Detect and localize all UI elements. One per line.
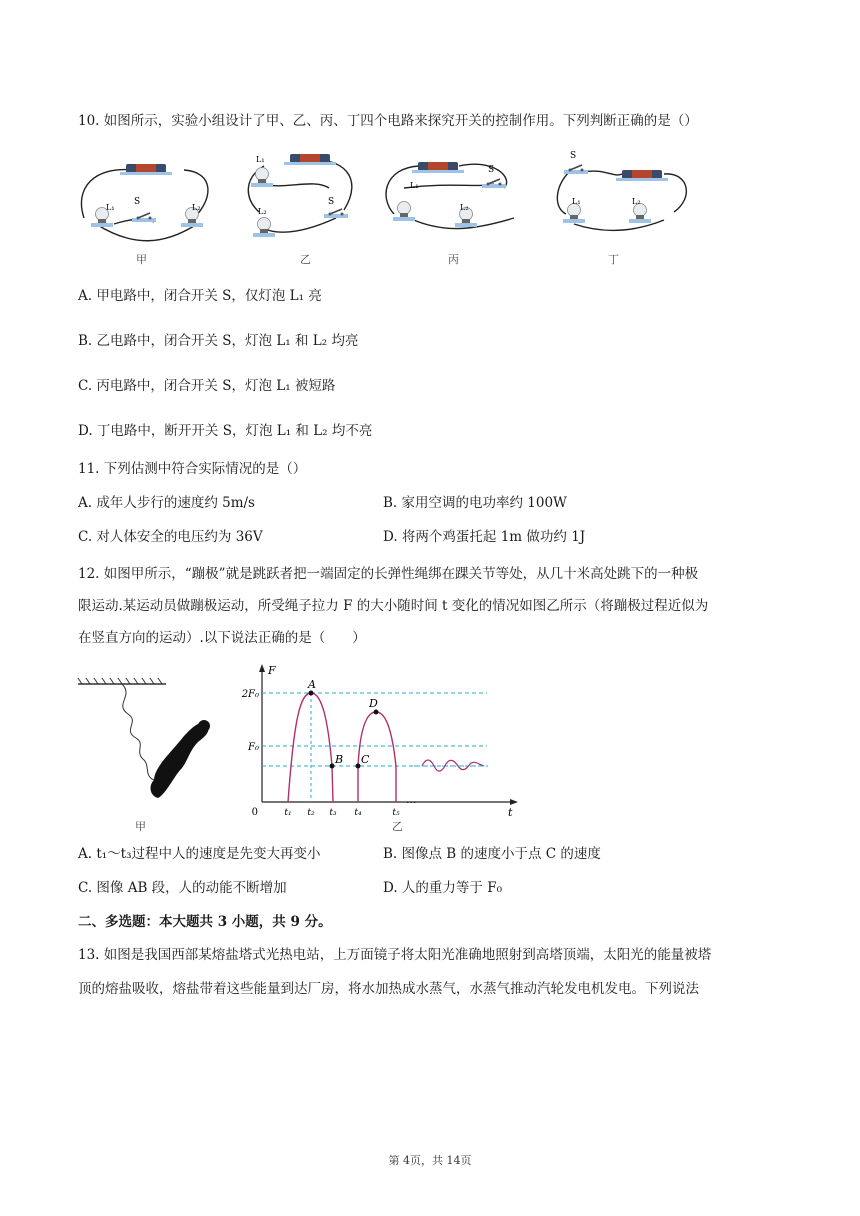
point-d-label: D — [369, 697, 378, 710]
q11-option-c: C. 对人体安全的电压约为 36V — [78, 529, 263, 545]
point-d-marker — [374, 710, 379, 715]
ding-l2-label: L₂ — [632, 197, 641, 206]
q10-option-a: A. 甲电路中，闭合开关 S，仅灯泡 L₁ 亮 — [78, 288, 322, 304]
q10-option-d: D. 丁电路中，断开开关 S，灯泡 L₁ 和 L₂ 均不亮 — [78, 423, 373, 439]
circuit-jia — [81, 164, 207, 241]
point-c-label: C — [361, 753, 370, 766]
q10-option-b: B. 乙电路中，闭合开关 S，灯泡 L₁ 和 L₂ 均亮 — [78, 333, 359, 349]
x-axis-ellipsis: ··· — [406, 796, 417, 809]
caption-bing: 丙 — [448, 253, 459, 266]
x-tick-t2: t₂ — [307, 808, 315, 818]
point-b-label: B — [335, 753, 344, 766]
origin-label: 0 — [251, 807, 258, 818]
force-time-graph — [232, 660, 532, 820]
yi-switch-label: S — [328, 197, 335, 207]
q12-stem-line2: 限运动.某运动员做蹦极运动，所受绳子拉力 F 的大小随时间 t 变化的情况如图乙所示（将蹦极过程近似为 — [78, 598, 709, 614]
jia-l2-label: L₂ — [192, 203, 201, 212]
q12-option-d: D. 人的重力等于 F₀ — [383, 880, 502, 896]
y-tick-f0: F₀ — [248, 742, 259, 753]
q12-option-b: B. 图像点 B 的速度小于点 C 的速度 — [383, 846, 601, 862]
circuit-yi — [248, 154, 352, 237]
point-a-marker — [309, 691, 314, 696]
bing-l2-label: L₂ — [460, 203, 469, 212]
caption-fig-jia: 甲 — [135, 820, 146, 833]
caption-ding: 丁 — [608, 253, 619, 266]
point-c-marker — [356, 764, 361, 769]
point-b-marker — [330, 764, 335, 769]
y-axis-label: F — [268, 664, 276, 677]
x-tick-t5: t₅ — [392, 808, 400, 818]
x-axis-label: t — [508, 806, 513, 819]
yi-l2-label: L₂ — [258, 207, 267, 216]
q12-stem-line3: 在竖直方向的运动）.以下说法正确的是（ ） — [78, 630, 366, 646]
q13-line2: 顶的熔盐吸收，熔盐带着这些能量到达厂房，将水加热成水蒸气，水蒸气推动汽轮发电机发电。下列说法 — [78, 981, 699, 997]
q12-stem-line1: 12. 如图甲所示，“蹦极”就是跳跃者把一端固定的长弹性绳绑在踝关节等处，从几十米高处跳下的一种极 — [78, 566, 699, 582]
q11-stem: 11. 下列估测中符合实际情况的是（） — [78, 461, 307, 477]
jia-l1-label: L₁ — [106, 203, 115, 212]
q11-option-d: D. 将两个鸡蛋托起 1m 做功约 1J — [383, 529, 586, 545]
page-footer: 第 4页，共 14页 — [388, 1154, 472, 1167]
bing-switch-label: S — [488, 165, 495, 175]
q11-option-b: B. 家用空调的电功率约 100W — [383, 495, 567, 511]
yi-l1-label: L₁ — [256, 155, 265, 164]
q12-option-c: C. 图像 AB 段，人的动能不断增加 — [78, 880, 287, 896]
jia-switch-label: S — [134, 197, 141, 207]
x-tick-t3: t₃ — [329, 808, 337, 818]
ding-switch-label: S — [570, 151, 577, 161]
circuit-ding — [557, 151, 686, 230]
section-heading-multiple-choice: 二、多选题：本大题共 3 小题，共 9 分。 — [78, 914, 332, 930]
bing-l1-label: L₁ — [410, 181, 419, 190]
ding-l1-label: L₁ — [572, 197, 581, 206]
y-tick-2f0: 2F₀ — [241, 689, 259, 700]
q13-line1: 13. 如图是我国西部某熔盐塔式光热电站，上万面镜子将太阳光准确地照射到高塔顶端，太阳光的能量被塔 — [78, 947, 712, 963]
circuit-bing — [386, 162, 514, 229]
point-a-label: A — [308, 678, 316, 691]
q12-option-a: A. t₁～t₃过程中人的速度是先变大再变小 — [78, 846, 321, 862]
q10-option-c: C. 丙电路中，闭合开关 S，灯泡 L₁ 被短路 — [78, 378, 336, 394]
q10-stem: 10. 如图所示，实验小组设计了甲、乙、丙、丁四个电路来探究开关的控制作用。下列判断正确的是（） — [78, 113, 698, 129]
q11-option-a: A. 成年人步行的速度约 5m/s — [78, 495, 255, 511]
caption-jia: 甲 — [136, 253, 147, 266]
q10-circuit-figures — [74, 148, 714, 268]
caption-fig-yi: 乙 — [392, 820, 403, 833]
caption-yi: 乙 — [300, 253, 311, 266]
x-tick-t1: t₁ — [284, 808, 292, 818]
x-tick-t4: t₄ — [354, 808, 362, 818]
bungee-jumper-figure — [74, 676, 224, 811]
